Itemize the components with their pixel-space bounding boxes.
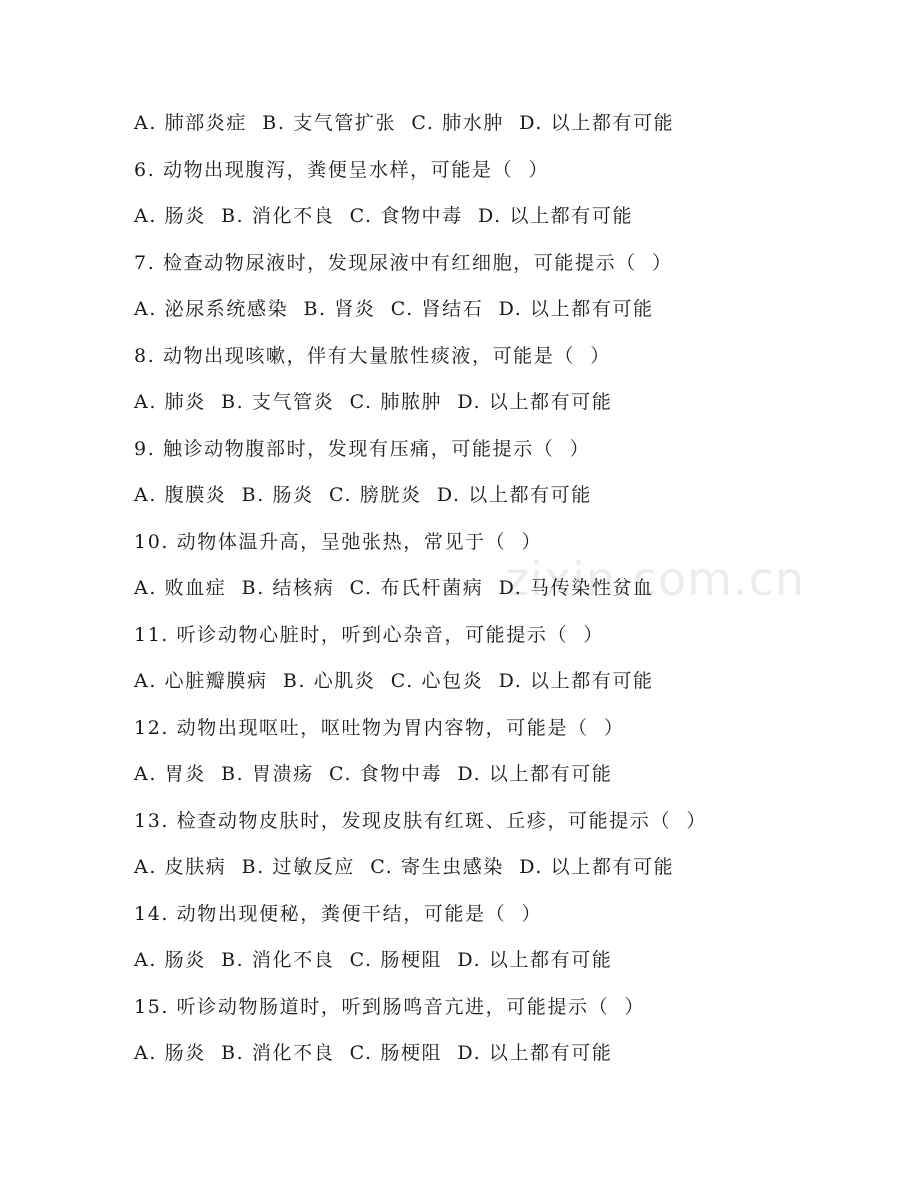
question-line: 6. 动物出现腹泻，粪便呈水样，可能是（ ） — [134, 158, 550, 181]
options-line: A. 皮肤病 B. 过敏反应 C. 寄生虫感染 D. 以上都有可能 — [134, 856, 675, 878]
options-line: A. 败血症 B. 结核病 C. 布氏杆菌病 D. 马传染性贫血 — [134, 577, 654, 599]
question-line: 8. 动物出现咳嗽，伴有大量脓性痰液，可能是（ ） — [134, 344, 611, 367]
question-list — [134, 104, 894, 1081]
question-line: 14. 动物出现便秘，粪便干结，可能是（ ） — [134, 902, 543, 925]
options-line: A. 肺部炎症 B. 支气管扩张 C. 肺水肿 D. 以上都有可能 — [134, 112, 675, 134]
watermark: zixin.com.cn — [505, 552, 806, 606]
options-line: A. 肠炎 B. 消化不良 C. 肠梗阻 D. 以上都有可能 — [134, 949, 613, 971]
options-line: A. 胃炎 B. 胃溃疡 C. 食物中毒 D. 以上都有可能 — [134, 763, 613, 785]
options-line: A. 肺炎 B. 支气管炎 C. 肺脓肿 D. 以上都有可能 — [134, 391, 613, 413]
question-line: 12. 动物出现呕吐，呕吐物为胃内容物，可能是（ ） — [134, 716, 625, 739]
options-line: A. 肠炎 B. 消化不良 C. 食物中毒 D. 以上都有可能 — [134, 205, 634, 227]
options-line: A. 腹膜炎 B. 肠炎 C. 膀胱炎 D. 以上都有可能 — [134, 484, 592, 506]
question-line: 7. 检查动物尿液时，发现尿液中有红细胞，可能提示（ ） — [134, 251, 673, 274]
question-line: 13. 检查动物皮肤时，发现皮肤有红斑、丘疹，可能提示（ ） — [134, 809, 707, 832]
options-line: A. 心脏瓣膜病 B. 心肌炎 C. 心包炎 D. 以上都有可能 — [134, 670, 654, 692]
question-line: 11. 听诊动物心脏时，听到心杂音，可能提示（ ） — [134, 623, 604, 646]
options-line: A. 肠炎 B. 消化不良 C. 肠梗阻 D. 以上都有可能 — [134, 1042, 613, 1064]
question-line: 9. 触诊动物腹部时，发现有压痛，可能提示（ ） — [134, 437, 591, 460]
question-line: 15. 听诊动物肠道时，听到肠鸣音亢进，可能提示（ ） — [134, 995, 646, 1018]
options-line: A. 泌尿系统感染 B. 肾炎 C. 肾结石 D. 以上都有可能 — [134, 298, 654, 320]
question-line: 10. 动物体温升高，呈弛张热，常见于（ ） — [134, 530, 543, 553]
